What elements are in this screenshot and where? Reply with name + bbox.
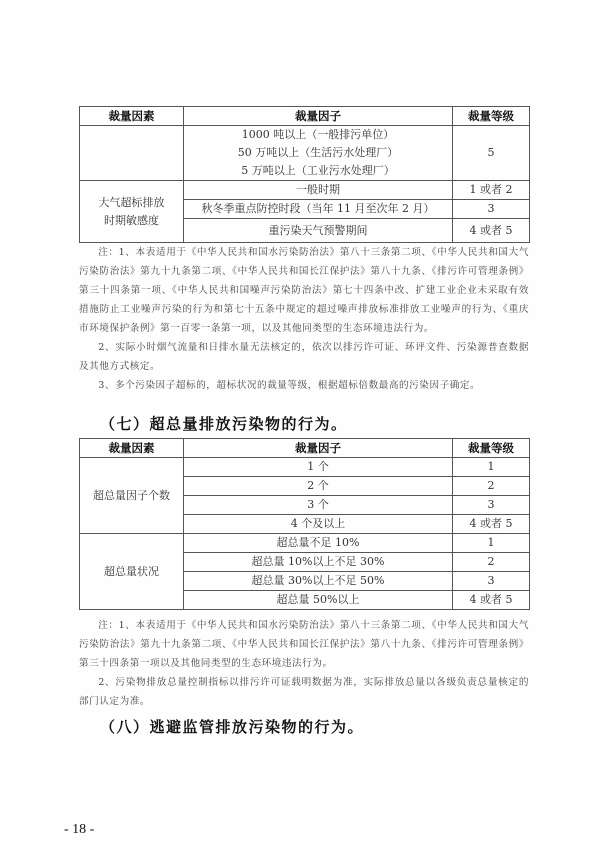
level-cell: 1 或者 2 xyxy=(453,181,530,200)
section-7-heading: （七）超总量排放污染物的行为。 xyxy=(100,415,348,433)
level-cell: 3 xyxy=(453,200,530,219)
note-paragraph: 2、污染物排放总量控制指标以排污许可证载明数据为准，实际排放总量以各级负责总量核定的部门认定为准。 xyxy=(79,677,529,707)
table-row xyxy=(80,181,530,200)
factor-cell: 秋冬季重点防控时段（当年 11 月至次年 2 月） xyxy=(184,200,453,219)
header-level: 裁量等级 xyxy=(453,439,530,458)
level-cell: 3 xyxy=(453,572,530,591)
header-factor-category: 裁量因素 xyxy=(80,439,184,458)
penalty-table-1 xyxy=(79,106,530,243)
section-8-heading: （八）逃避监管排放污染物的行为。 xyxy=(100,718,365,736)
level-cell: 1 xyxy=(453,534,530,553)
table-header-row xyxy=(80,439,530,458)
level-cell: 2 xyxy=(453,553,530,572)
factor-line: 50 万吨以上（生活污水处理厂） xyxy=(237,146,399,159)
factor-cell: 超总量不足 10% xyxy=(184,534,453,553)
table-row xyxy=(80,126,530,181)
header-factor-category: 裁量因素 xyxy=(80,107,184,126)
table-header-row xyxy=(80,107,530,126)
factor-cell: 一般时期 xyxy=(184,181,453,200)
page-number: - 18 - xyxy=(64,822,95,837)
factor-line: 5 万吨以上（工业污水处理厂） xyxy=(241,164,395,177)
category-cell-status: 超总量状况 xyxy=(80,534,184,610)
factor-cell: 超总量 30%以上不足 50% xyxy=(184,572,453,591)
note-paragraph: 注：1、本表适用于《中华人民共和国水污染防治法》第八十三条第二项、《中华人民共和国大气污染防治法》第九十九条第二项、《中华人民共和国长江保护法》第八十九条、《排污许可管理条例》第三十四条第一项以及其他同类型的生态环境违法行为。 xyxy=(79,620,529,669)
note-paragraph: 3、多个污染因子超标的，超标状况的裁量等级，根据超标倍数最高的污染因子确定。 xyxy=(98,380,481,391)
level-cell: 1 xyxy=(453,458,530,477)
category-line: 大气超标排放 xyxy=(98,195,165,209)
level-cell: 3 xyxy=(453,496,530,515)
header-factor: 裁量因子 xyxy=(184,439,453,458)
table-row xyxy=(80,534,530,553)
level-cell: 2 xyxy=(453,477,530,496)
factor-line: 1000 吨以上（一般排污单位） xyxy=(241,128,395,141)
header-level: 裁量等级 xyxy=(453,107,530,126)
factor-cell: 1 个 xyxy=(184,458,453,477)
level-cell: 4 或者 5 xyxy=(453,219,530,243)
table1-notes xyxy=(79,243,529,395)
factor-cell: 3 个 xyxy=(184,496,453,515)
factor-cell: 超总量 10%以上不足 30% xyxy=(184,553,453,572)
factor-cell: 超总量 50%以上 xyxy=(184,591,453,610)
category-cell-sensitivity xyxy=(80,181,184,243)
level-cell: 4 或者 5 xyxy=(453,591,530,610)
empty-category-cell xyxy=(80,126,184,181)
level-cell: 5 xyxy=(453,126,530,181)
header-factor: 裁量因子 xyxy=(184,107,453,126)
level-cell: 4 或者 5 xyxy=(453,515,530,534)
factor-cell: 4 个及以上 xyxy=(184,515,453,534)
factor-cell: 2 个 xyxy=(184,477,453,496)
table2-notes xyxy=(79,616,529,711)
penalty-table-2 xyxy=(79,438,530,610)
note-paragraph: 注：1、本表适用于《中华人民共和国水污染防治法》第八十三条第二项、《中华人民共和国大气污染防治法》第九十九条第二项、《中华人民共和国长江保护法》第八十九条、《排污许可管理条例》第三十四条第一项、《中华人民共和国噪声污染防治法》第七十四条中改、扩建工业企业未采取有效措施防止工业噪声污染的行为和第七十五条中规定的超过噪声排放标准排放工业噪声的行为、《重庆市环境保护条例》第一百零一条第一项，以及其他同类型的生态环境违法行为。 xyxy=(79,247,529,334)
category-line: 时期敏感度 xyxy=(104,213,159,227)
note-paragraph: 2、实际小时烟气流量和日排水量无法核定的，依次以排污许可证、环评文件、污染源普查数据及其他方式核定。 xyxy=(79,342,529,372)
factor-cell: 重污染天气预警期间 xyxy=(184,219,453,243)
table-row xyxy=(80,458,530,477)
category-cell-count: 超总量因子个数 xyxy=(80,458,184,534)
volume-factor-cell xyxy=(184,126,453,181)
